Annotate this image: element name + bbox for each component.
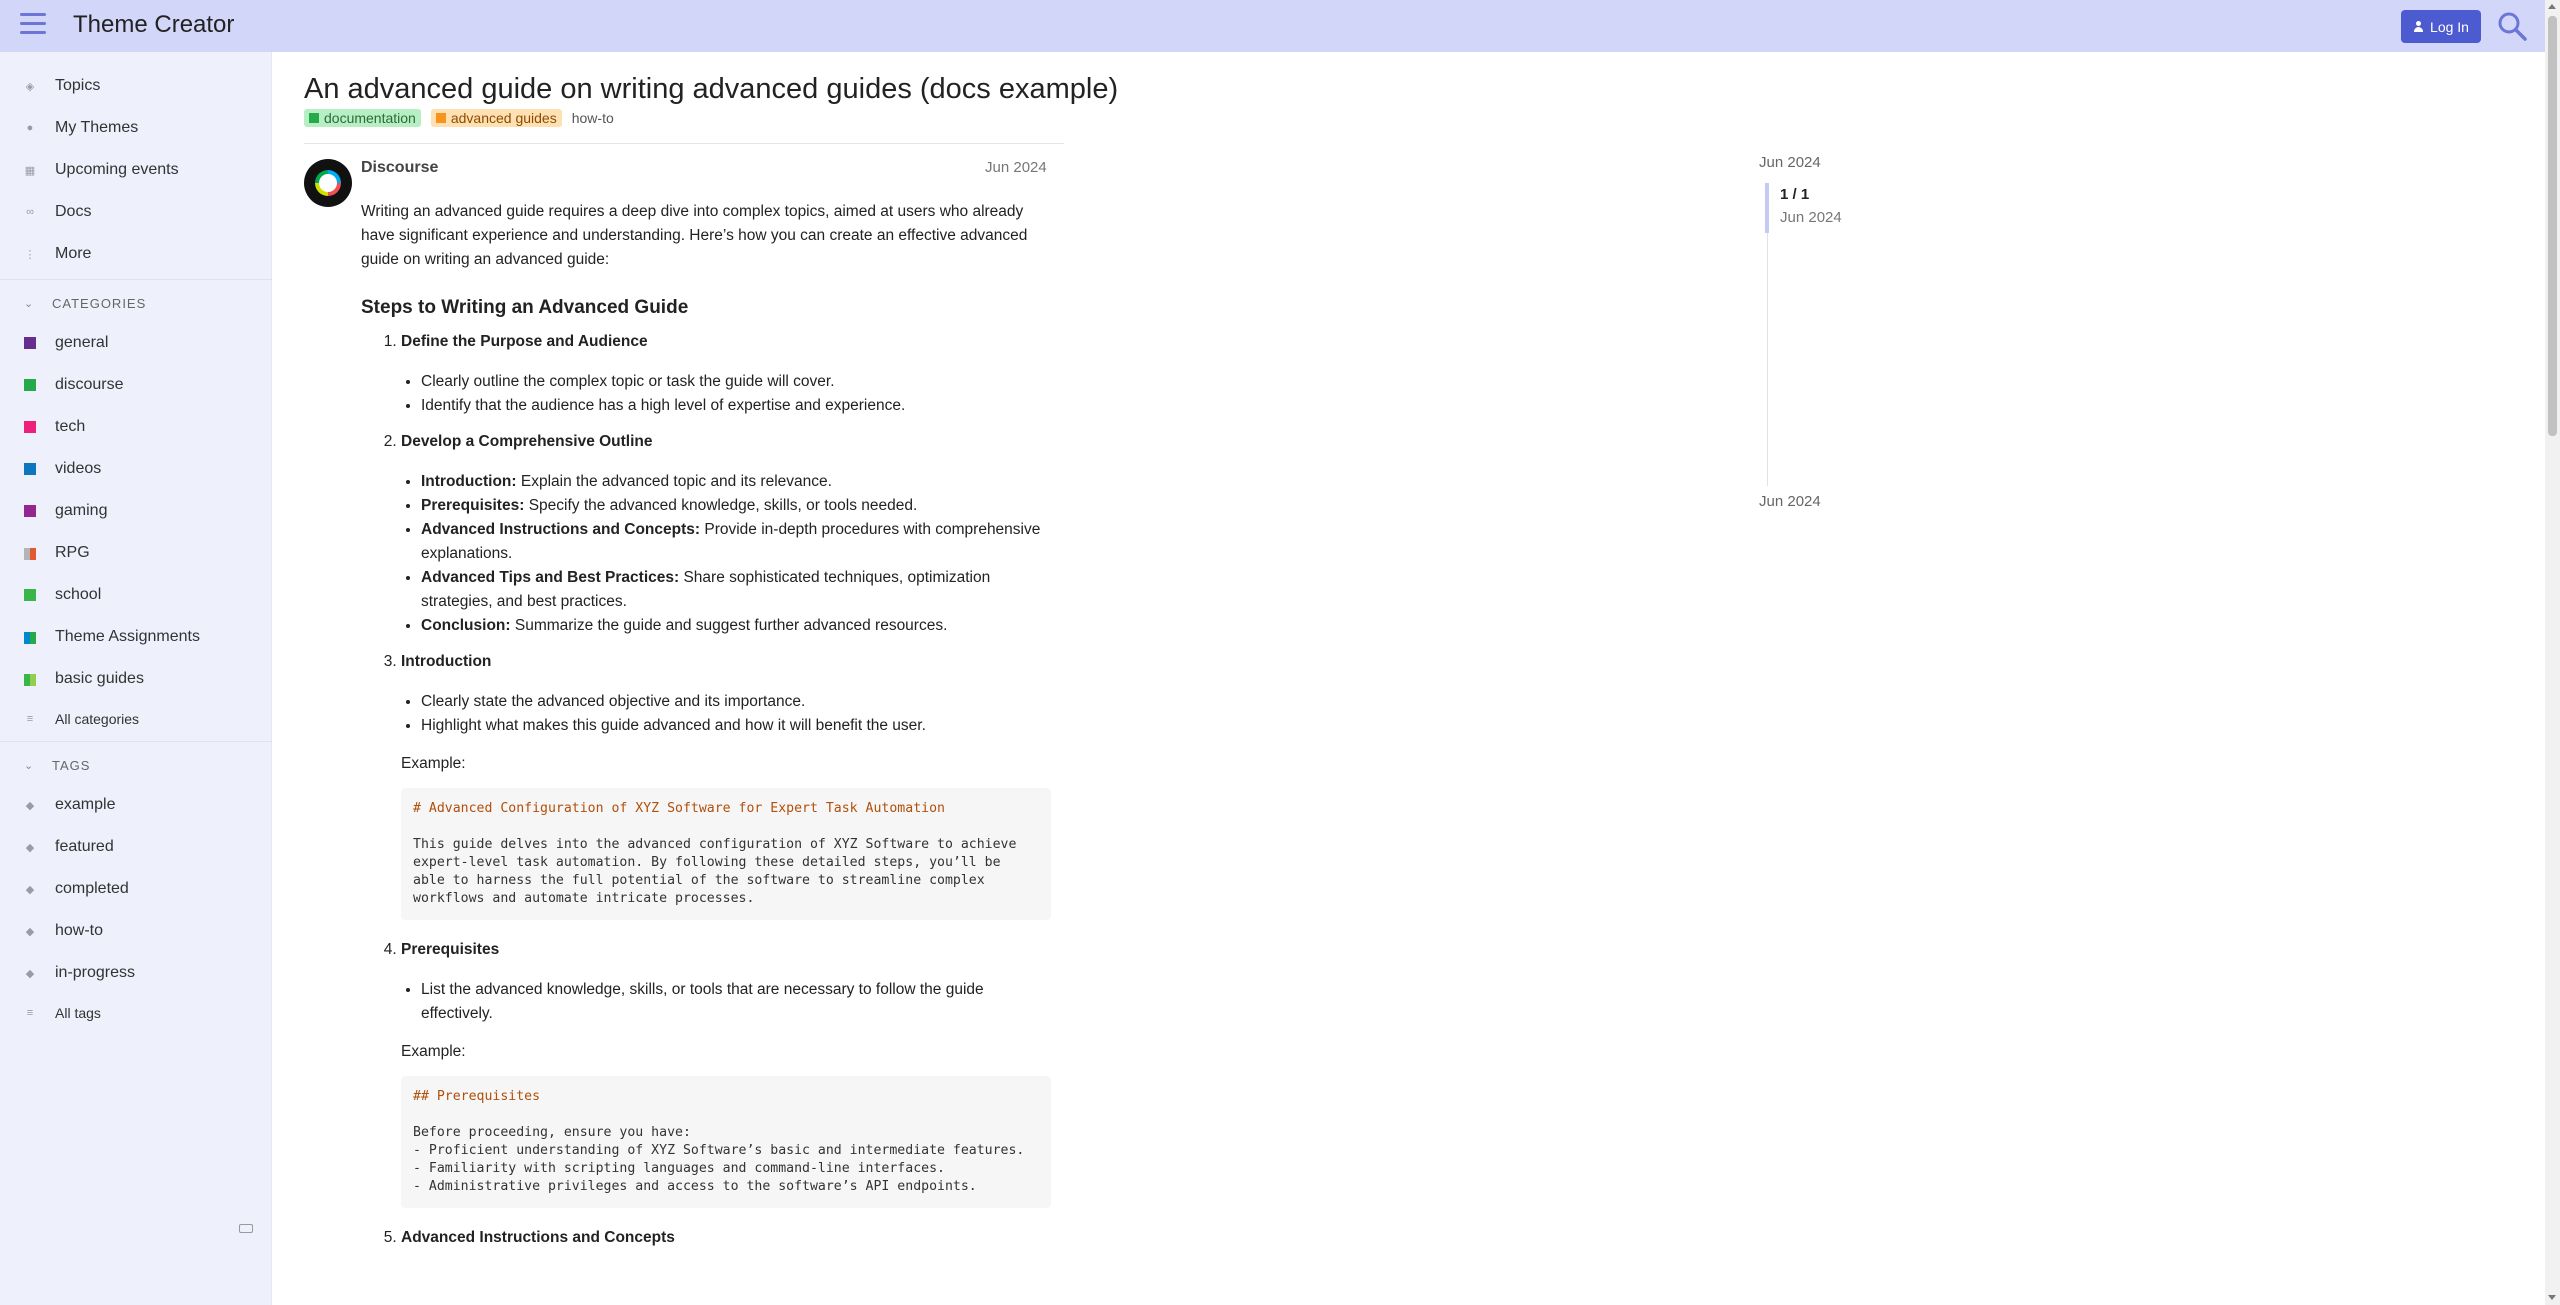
- topic-tag-how-to[interactable]: how-to: [571, 110, 614, 126]
- code-body: This guide delves into the advanced configuration of XYZ Software to achieve expert-level task automation. By following these detailed steps, you’ll be able to harness the full potential of the software to streamline complex workflows and automate intricate processes.: [413, 837, 1025, 906]
- list-icon: ≡: [26, 1007, 34, 1019]
- code-heading: ## Prerequisites: [413, 1089, 541, 1104]
- bullet-text: Specify the advanced knowledge, skills, or tools needed.: [524, 497, 918, 514]
- sidebar-tag-how-to[interactable]: [0, 913, 272, 949]
- sidebar-item-label: RPG: [55, 544, 90, 561]
- title-divider: [304, 143, 1064, 144]
- scroll-up-arrow-icon[interactable]: [2548, 4, 2556, 9]
- sidebar-item-label: Topics: [55, 77, 101, 94]
- sidebar-item-label: featured: [55, 838, 114, 855]
- sidebar-tag-featured[interactable]: [0, 829, 272, 865]
- list-item: • List the advanced knowledge, skills, or tools that are necessary to follow the guide effectively.: [421, 978, 1051, 1026]
- tag-icon: ◆: [25, 925, 35, 938]
- tag-label: advanced guides: [450, 110, 557, 126]
- keyboard-shortcuts-icon[interactable]: [239, 1224, 253, 1233]
- category-color-swatch: [24, 379, 36, 391]
- code-heading: # Advanced Configuration of XYZ Software for Expert Task Automation: [413, 801, 945, 816]
- sidebar-divider: [0, 741, 272, 742]
- sidebar-category-school[interactable]: [0, 577, 272, 613]
- bullet-text: Summarize the guide and suggest further advanced resources.: [510, 617, 948, 634]
- category-color-swatch: [24, 631, 36, 643]
- sidebar-tag-example[interactable]: [0, 787, 272, 823]
- sidebar-item-label: school: [55, 586, 102, 603]
- bullet-bold: Introduction:: [421, 473, 517, 490]
- timeline-position: 1 / 1: [1780, 186, 1810, 203]
- list-item: [421, 566, 1051, 614]
- list-item: [401, 938, 1051, 1208]
- tag-icon: ◆: [25, 967, 35, 980]
- topic-tags: [304, 109, 614, 127]
- timeline-start-date[interactable]: Jun 2024: [1759, 154, 1821, 171]
- sidebar-item-more[interactable]: [0, 236, 272, 272]
- category-color-swatch: [24, 463, 36, 475]
- category-color-swatch: [24, 589, 36, 601]
- tag-icon: ◆: [25, 883, 35, 896]
- sidebar-item-label: All categories: [55, 711, 140, 727]
- sidebar-category-discourse[interactable]: [0, 367, 272, 403]
- sidebar-category-theme-assignments[interactable]: [0, 619, 272, 655]
- scroll-down-arrow-icon[interactable]: [2548, 1295, 2556, 1300]
- category-color-swatch: [24, 337, 36, 349]
- search-icon[interactable]: [2496, 10, 2528, 42]
- sidebar: [0, 52, 272, 1305]
- timeline-current-date: Jun 2024: [1780, 209, 1842, 226]
- tag-icon: ◆: [25, 799, 35, 812]
- tag-color-swatch: [309, 113, 319, 123]
- code-block[interactable]: [401, 1076, 1051, 1208]
- step-title: 1. Define the Purpose and Audience: [401, 333, 648, 350]
- sidebar-item-label: Docs: [55, 203, 92, 220]
- palette-icon: ●: [26, 122, 34, 134]
- tag-icon: ◆: [25, 841, 35, 854]
- topic-tag-advanced-guides[interactable]: [431, 109, 562, 127]
- code-block[interactable]: [401, 788, 1051, 920]
- sidebar-all-tags[interactable]: [0, 995, 272, 1031]
- bullet-text: Share sophisticated techniques, optimization strategies, and best practices.: [421, 569, 991, 610]
- bullet-bold: Advanced Instructions and Concepts:: [421, 521, 701, 538]
- sidebar-item-docs[interactable]: [0, 194, 272, 230]
- sidebar-item-label: how-to: [55, 922, 104, 939]
- sidebar-item-label: example: [55, 796, 116, 813]
- sidebar-category-general[interactable]: [0, 325, 272, 361]
- ellipsis-vertical-icon: ⋮: [24, 248, 36, 261]
- tags-section-header[interactable]: [0, 752, 272, 778]
- sidebar-tag-completed[interactable]: [0, 871, 272, 907]
- sidebar-item-label: completed: [55, 880, 129, 897]
- author-avatar[interactable]: [304, 159, 352, 207]
- list-item: [421, 614, 1051, 638]
- step-title: 5. Advanced Instructions and Concepts: [401, 1229, 675, 1246]
- bullet-list: [401, 978, 1051, 1026]
- steps-list: [361, 330, 1051, 1250]
- sidebar-item-label: More: [55, 245, 92, 262]
- sidebar-item-upcoming-events[interactable]: [0, 152, 272, 188]
- sidebar-item-label: basic guides: [55, 670, 144, 687]
- sidebar-item-label: tech: [55, 418, 86, 435]
- sidebar-item-label: in-progress: [55, 964, 136, 981]
- categories-section-header[interactable]: [0, 290, 272, 316]
- code-body: Before proceeding, ensure you have: - Proficient understanding of XYZ Software’s basic and intermediate features. - Familiarity with scripting languages and command-line interfaces. - Administrative privileges and access to the software’s API endpoints.: [413, 1125, 1025, 1194]
- calendar-icon: ▦: [24, 164, 36, 177]
- category-color-swatch: [24, 505, 36, 517]
- scrollbar-thumb[interactable]: [2548, 16, 2557, 436]
- sidebar-category-gaming[interactable]: [0, 493, 272, 529]
- chevron-down-icon: ⌄: [24, 759, 35, 772]
- layers-icon: ◈: [25, 80, 35, 93]
- sidebar-item-label: Theme Assignments: [55, 628, 200, 645]
- sidebar-item-label: All tags: [55, 1005, 101, 1021]
- category-color-swatch: [24, 421, 36, 433]
- post-date[interactable]: Jun 2024: [985, 159, 1047, 176]
- step-title: 4. Prerequisites: [401, 941, 500, 958]
- link-icon: ∞: [26, 206, 34, 218]
- topic-tag-documentation[interactable]: [304, 109, 421, 127]
- sidebar-item-label: general: [55, 334, 109, 351]
- sidebar-item-label: gaming: [55, 502, 108, 519]
- list-icon: ≡: [26, 713, 34, 725]
- site-title[interactable]: Theme Creator: [73, 11, 235, 38]
- sidebar-all-categories[interactable]: [0, 701, 272, 737]
- sidebar-tag-in-progress[interactable]: [0, 955, 272, 991]
- sidebar-category-basic-guides[interactable]: [0, 661, 272, 697]
- site-header: [0, 0, 2545, 52]
- post-author[interactable]: Discourse: [361, 159, 439, 176]
- sidebar-category-rpg[interactable]: [0, 535, 272, 571]
- sidebar-item-label: Upcoming events: [55, 161, 179, 178]
- list-item: [401, 650, 1051, 920]
- list-item: [401, 430, 1051, 638]
- step-title: 3. Introduction: [401, 653, 492, 670]
- bullet-bold: Prerequisites:: [421, 497, 525, 514]
- bullet-bold: Advanced Tips and Best Practices:: [421, 569, 680, 586]
- list-item: • Clearly outline the complex topic or task the guide will cover.: [421, 370, 1051, 394]
- topic-title[interactable]: An advanced guide on writing advanced guides (docs example): [304, 73, 1119, 105]
- bullet-text: Provide in-depth procedures with comprehensive explanations.: [421, 521, 1041, 562]
- post-intro: Writing an advanced guide requires a deep dive into complex topics, aimed at users who already have significant experience and understanding. Here’s how you can create an effective advanced guide on writing an advanced guide:: [361, 203, 1028, 268]
- sidebar-divider: [0, 279, 272, 280]
- user-icon: [2413, 21, 2424, 33]
- sidebar-item-my-themes[interactable]: [0, 110, 272, 146]
- example-label: Example:: [401, 755, 466, 772]
- list-item: • Clearly state the advanced objective and its importance.: [421, 690, 1051, 714]
- list-item: [401, 1226, 1051, 1250]
- login-button[interactable]: [2401, 10, 2481, 43]
- bullet-bold: Conclusion:: [421, 617, 511, 634]
- list-item: [421, 494, 1051, 518]
- sidebar-category-videos[interactable]: [0, 451, 272, 487]
- bullet-list: [401, 370, 1051, 418]
- hamburger-menu-icon[interactable]: [20, 13, 46, 39]
- login-button-label: Log In: [2430, 18, 2469, 35]
- list-item: • Identify that the audience has a high level of expertise and experience.: [421, 394, 1051, 418]
- sidebar-item-topics[interactable]: [0, 68, 272, 104]
- category-color-swatch: [24, 673, 36, 685]
- bullet-text: Explain the advanced topic and its relevance.: [516, 473, 832, 490]
- category-color-swatch: [24, 547, 36, 559]
- page-scrollbar[interactable]: [2545, 0, 2560, 1305]
- sidebar-item-label: My Themes: [55, 119, 139, 136]
- list-item: [421, 470, 1051, 494]
- example-label: Example:: [401, 1043, 466, 1060]
- timeline-track[interactable]: [1767, 233, 1768, 486]
- tag-label: documentation: [324, 110, 416, 126]
- post-body: [361, 200, 1051, 1266]
- chevron-down-icon: ⌄: [24, 297, 35, 310]
- timeline-handle[interactable]: [1765, 183, 1769, 233]
- timeline-end-date[interactable]: Jun 2024: [1759, 493, 1821, 510]
- list-item: • Highlight what makes this guide advanced and how it will benefit the user.: [421, 714, 1051, 738]
- post-heading: Steps to Writing an Advanced Guide: [361, 297, 689, 318]
- list-item: [401, 330, 1051, 418]
- categories-heading: CATEGORIES: [52, 295, 147, 311]
- sidebar-item-label: discourse: [55, 376, 124, 393]
- sidebar-category-tech[interactable]: [0, 409, 272, 445]
- list-item: [421, 518, 1051, 566]
- tag-color-swatch: [436, 113, 446, 123]
- tags-heading: TAGS: [52, 757, 91, 773]
- sidebar-item-label: videos: [55, 460, 102, 477]
- bullet-list: [401, 690, 1051, 738]
- bullet-list: [401, 470, 1051, 638]
- step-title: 2. Develop a Comprehensive Outline: [401, 433, 653, 450]
